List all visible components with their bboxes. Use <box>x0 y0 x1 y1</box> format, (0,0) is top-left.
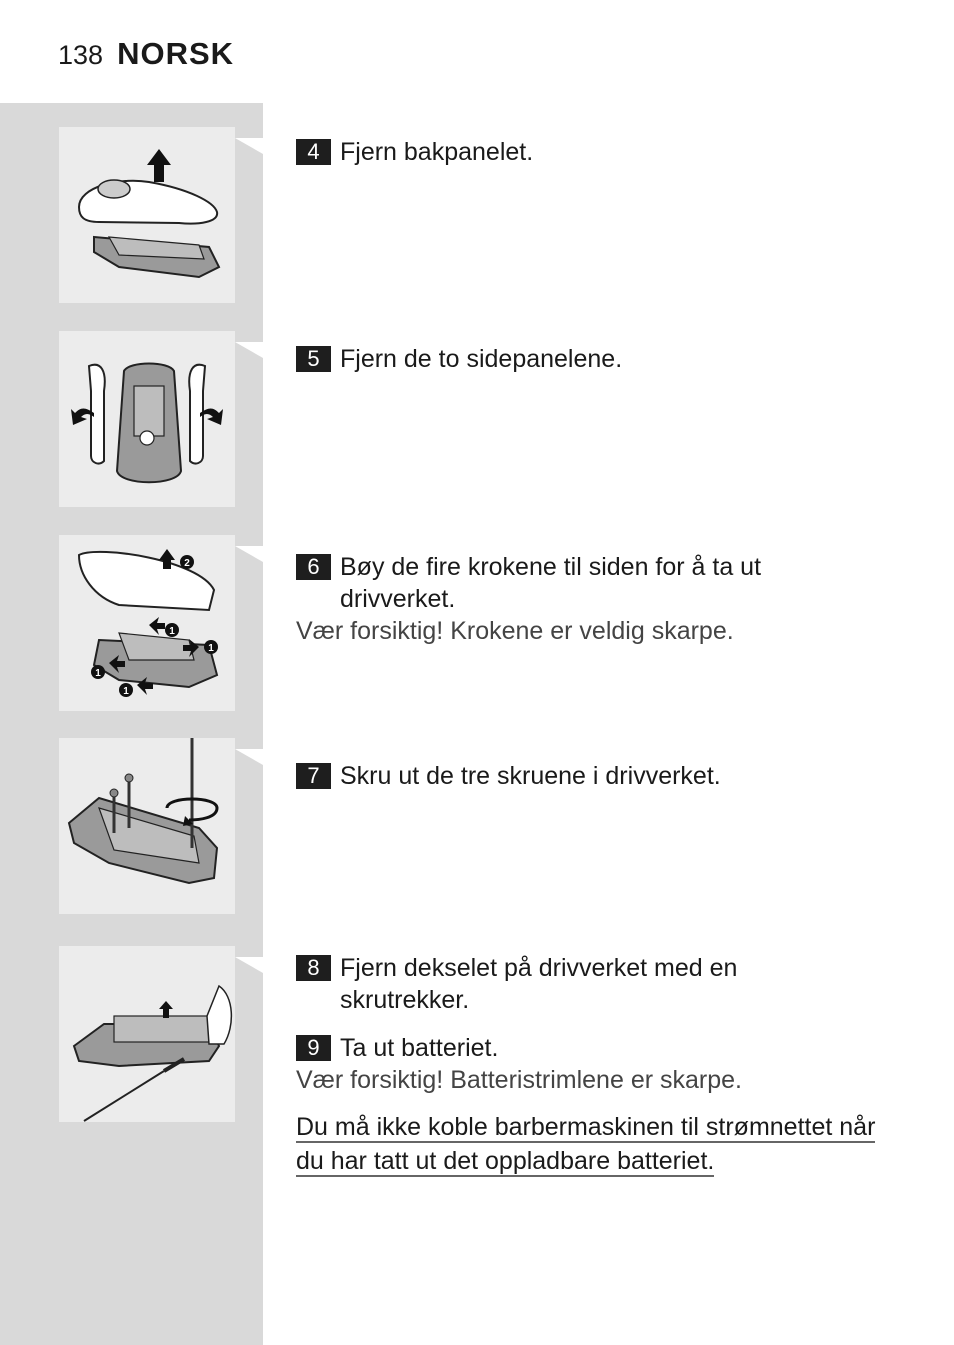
step-text: Skru ut de tre skruene i drivverket. <box>340 762 721 790</box>
screwdriver <box>84 1071 164 1121</box>
step-number-badge: 6 <box>296 554 331 580</box>
figure-bend-hooks <box>59 535 235 711</box>
back-panel-illustration <box>59 127 235 303</box>
figure-pointer <box>235 546 263 562</box>
step-number-badge: 9 <box>296 1035 331 1061</box>
figure-pointer <box>235 138 263 154</box>
section-title: NORSK <box>117 36 235 71</box>
figure-pointer <box>235 749 263 765</box>
figure-pointer <box>235 957 263 973</box>
step-6 <box>296 551 886 647</box>
step-text: Fjern dekselet på drivverket med en skrutrekker. <box>340 954 738 1014</box>
step-9 <box>296 1032 886 1096</box>
figure-side-panels <box>59 331 235 507</box>
unscrew-illustration <box>59 738 235 914</box>
hand <box>207 986 231 1044</box>
marker-label: 1 <box>169 626 175 637</box>
bend-hooks-illustration <box>59 535 235 711</box>
step-number-badge: 5 <box>296 346 331 372</box>
step-text: Fjern de to sidepanelene. <box>340 345 623 373</box>
remove-cover-illustration <box>59 946 235 1122</box>
step-4 <box>296 136 886 168</box>
marker-label: 1 <box>123 686 129 697</box>
page-header <box>58 36 234 72</box>
marker-label: 2 <box>184 558 190 569</box>
figure-remove-cover <box>59 946 235 1122</box>
step-note: Vær forsiktig! Batteristrimlene er skarpe. <box>296 1066 742 1094</box>
step-text: Ta ut batteriet. <box>340 1034 499 1062</box>
page-number: 138 <box>58 40 104 70</box>
step-7 <box>296 760 886 792</box>
step-5 <box>296 343 886 375</box>
safety-warning <box>296 1110 886 1178</box>
side-panels-illustration <box>59 331 235 507</box>
step-8 <box>296 952 886 1016</box>
marker-label: 1 <box>95 668 101 679</box>
arrow-up-icon <box>147 149 171 182</box>
figure-unscrew <box>59 738 235 914</box>
figure-remove-back-panel <box>59 127 235 303</box>
step-note: Vær forsiktig! Krokene er veldig skarpe. <box>296 617 734 645</box>
step-number-badge: 7 <box>296 763 331 789</box>
step-text: Bøy de fire krokene til siden for å ta ut drivverket. <box>340 553 762 613</box>
figure-pointer <box>235 342 263 358</box>
step-text: Fjern bakpanelet. <box>340 138 534 166</box>
warning-text: Du må ikke koble barbermaskinen til strømnettet når du har tatt ut det oppladbare batteriet. <box>296 1113 876 1175</box>
arrow-icon <box>149 617 165 635</box>
marker-label: 1 <box>208 643 214 654</box>
step-number-badge: 4 <box>296 139 331 165</box>
step-number-badge: 8 <box>296 955 331 981</box>
